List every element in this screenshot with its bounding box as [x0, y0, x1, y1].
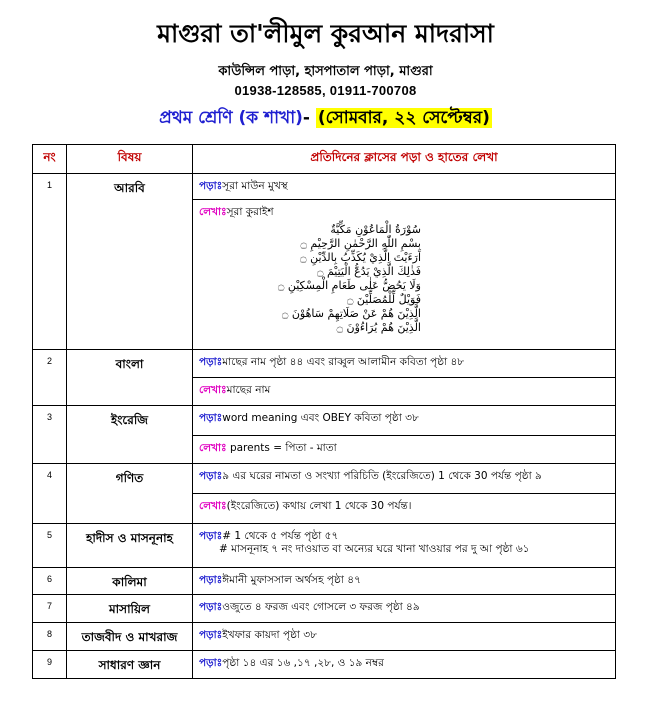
table-row: [33, 623, 616, 651]
arabic-line: وَلَا يَحُضُّ عَلٰى طَعَامِ الْمِسْكِيْنِ ۝: [277, 279, 421, 292]
class-label: প্রথম শ্রেণি (ক শাখা): [159, 108, 303, 128]
row-subject: সাধারণ জ্ঞান: [67, 651, 193, 679]
row-subject: ইংরেজি: [67, 406, 193, 464]
write-text: (ইংরেজিতে) কথায় লেখা 1 থেকে 30 পর্যন্ত।: [226, 500, 412, 512]
madrasa-phone: 01938-128585, 01911-700708: [234, 83, 417, 98]
class-dash: -: [302, 108, 310, 128]
row-subject: গণিত: [67, 464, 193, 524]
table-row: [33, 595, 616, 623]
row-read: [193, 568, 616, 595]
write-text: parents = পিতা - মাতা: [226, 442, 337, 454]
row-number: 5: [33, 524, 67, 568]
day-label: (সোমবার, ২২ সেপ্টেম্বর): [317, 108, 490, 128]
read-text: ৯ এর ঘরের নামতা ও সংখ্যা পরিচিতি (ইংরেজিতে) 1 থেকে 30 পর্যন্ত পৃষ্ঠা ৯: [222, 470, 542, 482]
read-text: ঈমানী মুফাসসাল অর্থসহ পৃষ্ঠা ৪৭: [222, 574, 361, 586]
row-subject: আরবি: [67, 174, 193, 350]
table-row: [33, 568, 616, 595]
row-read: [193, 350, 616, 378]
read-label: পড়াঃ: [199, 530, 223, 542]
write-label: লেখাঃ: [199, 384, 227, 396]
read-text: ওজুতে ৪ ফরজ এবং গোসলে ৩ ফরজ পৃষ্ঠা ৪৯: [222, 601, 420, 613]
arabic-line: فَوَيْلٌ لِّلْمُصَلِّيْنَ ۝: [346, 293, 421, 306]
row-subject: হাদীস ও মাসনূনাহ: [67, 524, 193, 568]
header-daily-task: প্রতিদিনের ক্লাসের পড়া ও হাতের লেখা: [193, 145, 616, 174]
read-text: # 1 থেকে ৫ পর্যন্ত পৃষ্ঠা ৫৭: [222, 530, 339, 542]
arabic-line: فَذٰلِكَ الَّذِيْ يَدُعُّ الْيَتِيْمَ ۝: [317, 265, 421, 278]
write-text: মাছের নাম: [226, 384, 271, 396]
read-label: পড়াঃ: [199, 470, 223, 482]
read-label: পড়াঃ: [199, 412, 223, 424]
read-text: মাছের নাম পৃষ্ঠা ৪৪ এবং রাব্বুল আলামীন কবিতা পৃষ্ঠা ৪৮: [222, 356, 465, 368]
arabic-line: اَرَءَيْتَ الَّذِيْ يُكَذِّبُ بِالدِّيْنِ ۝: [300, 251, 421, 264]
row-write: [193, 200, 616, 350]
read-label: পড়াঃ: [199, 601, 223, 613]
row-number: 9: [33, 651, 67, 679]
class-line: [0, 105, 651, 133]
read-text-secondary: # মাসনূনাহ ৭ নং দাওয়াত বা অন্যের ঘরে খানা খাওয়ার পর দু আ পৃষ্ঠা ৬১: [219, 543, 530, 555]
arabic-line: الَّذِيْنَ هُمْ عَنْ صَلَاتِهِمْ سَاهُوْنَ ۝: [281, 307, 421, 320]
arabic-line: سُوْرَةُ الْمَاعُوْنِ مَكِّيَّةٌ: [330, 223, 421, 236]
table-row: [33, 464, 616, 494]
madrasa-title: মাগুরা তা'লীমুল কুরআন মাদরাসা: [157, 19, 494, 48]
read-label: পড়াঃ: [199, 180, 223, 192]
row-number: 7: [33, 595, 67, 623]
table-row: [33, 174, 616, 200]
row-write: [193, 378, 616, 406]
row-write: [193, 436, 616, 464]
read-text: word meaning এবং OBEY কবিতা পৃষ্ঠা ৩৮: [222, 412, 419, 424]
header-subject: বিষয়: [67, 145, 193, 174]
row-subject: কালিমা: [67, 568, 193, 595]
row-number: 1: [33, 174, 67, 350]
row-read: [193, 651, 616, 679]
madrasa-address: কাউন্সিল পাড়া, হাসপাতাল পাড়া, মাগুরা: [218, 64, 433, 79]
arabic-line: بِسْمِ اللّٰهِ الرَّحْمٰنِ الرَّحِيْمِ ۝: [300, 237, 421, 250]
arabic-surah-text: [199, 223, 611, 335]
row-subject: তাজবীদ ও মাখরাজ: [67, 623, 193, 651]
row-read: [193, 174, 616, 200]
write-label: লেখাঃ: [199, 206, 227, 218]
read-label: পড়াঃ: [199, 629, 223, 641]
row-subject: বাংলা: [67, 350, 193, 406]
read-text: পৃষ্ঠা ১৪ এর ১৬ ,১৭ ,২৮, ও ১৯ নম্বর: [222, 657, 384, 669]
row-number: 4: [33, 464, 67, 524]
row-read: [193, 464, 616, 494]
table-row: [33, 406, 616, 436]
write-label: লেখাঃ: [199, 500, 227, 512]
row-read: [193, 623, 616, 651]
row-read: [193, 595, 616, 623]
row-subject: মাসায়িল: [67, 595, 193, 623]
row-number: 6: [33, 568, 67, 595]
write-text: সূরা কুরাইশ: [226, 206, 274, 218]
row-number: 3: [33, 406, 67, 464]
row-read: [193, 406, 616, 436]
read-text: ইখফার কায়দা পৃষ্ঠা ৩৮: [222, 629, 317, 641]
row-number: 2: [33, 350, 67, 406]
table-row: [33, 350, 616, 378]
write-label: লেখাঃ: [199, 442, 227, 454]
row-number: 8: [33, 623, 67, 651]
header-number: নং: [33, 145, 67, 174]
read-label: পড়াঃ: [199, 574, 223, 586]
table-header-row: [33, 145, 616, 174]
read-label: পড়াঃ: [199, 657, 223, 669]
read-label: পড়াঃ: [199, 356, 223, 368]
row-write: [193, 494, 616, 524]
table-row: [33, 651, 616, 679]
table-row: [33, 524, 616, 568]
schedule-table: [32, 144, 616, 679]
arabic-line: الَّذِيْنَ هُمْ يُرَاءُوْنَ ۝: [336, 321, 421, 334]
read-text: সূরা মাউন মুখস্থ: [222, 180, 288, 192]
row-read: [193, 524, 616, 568]
